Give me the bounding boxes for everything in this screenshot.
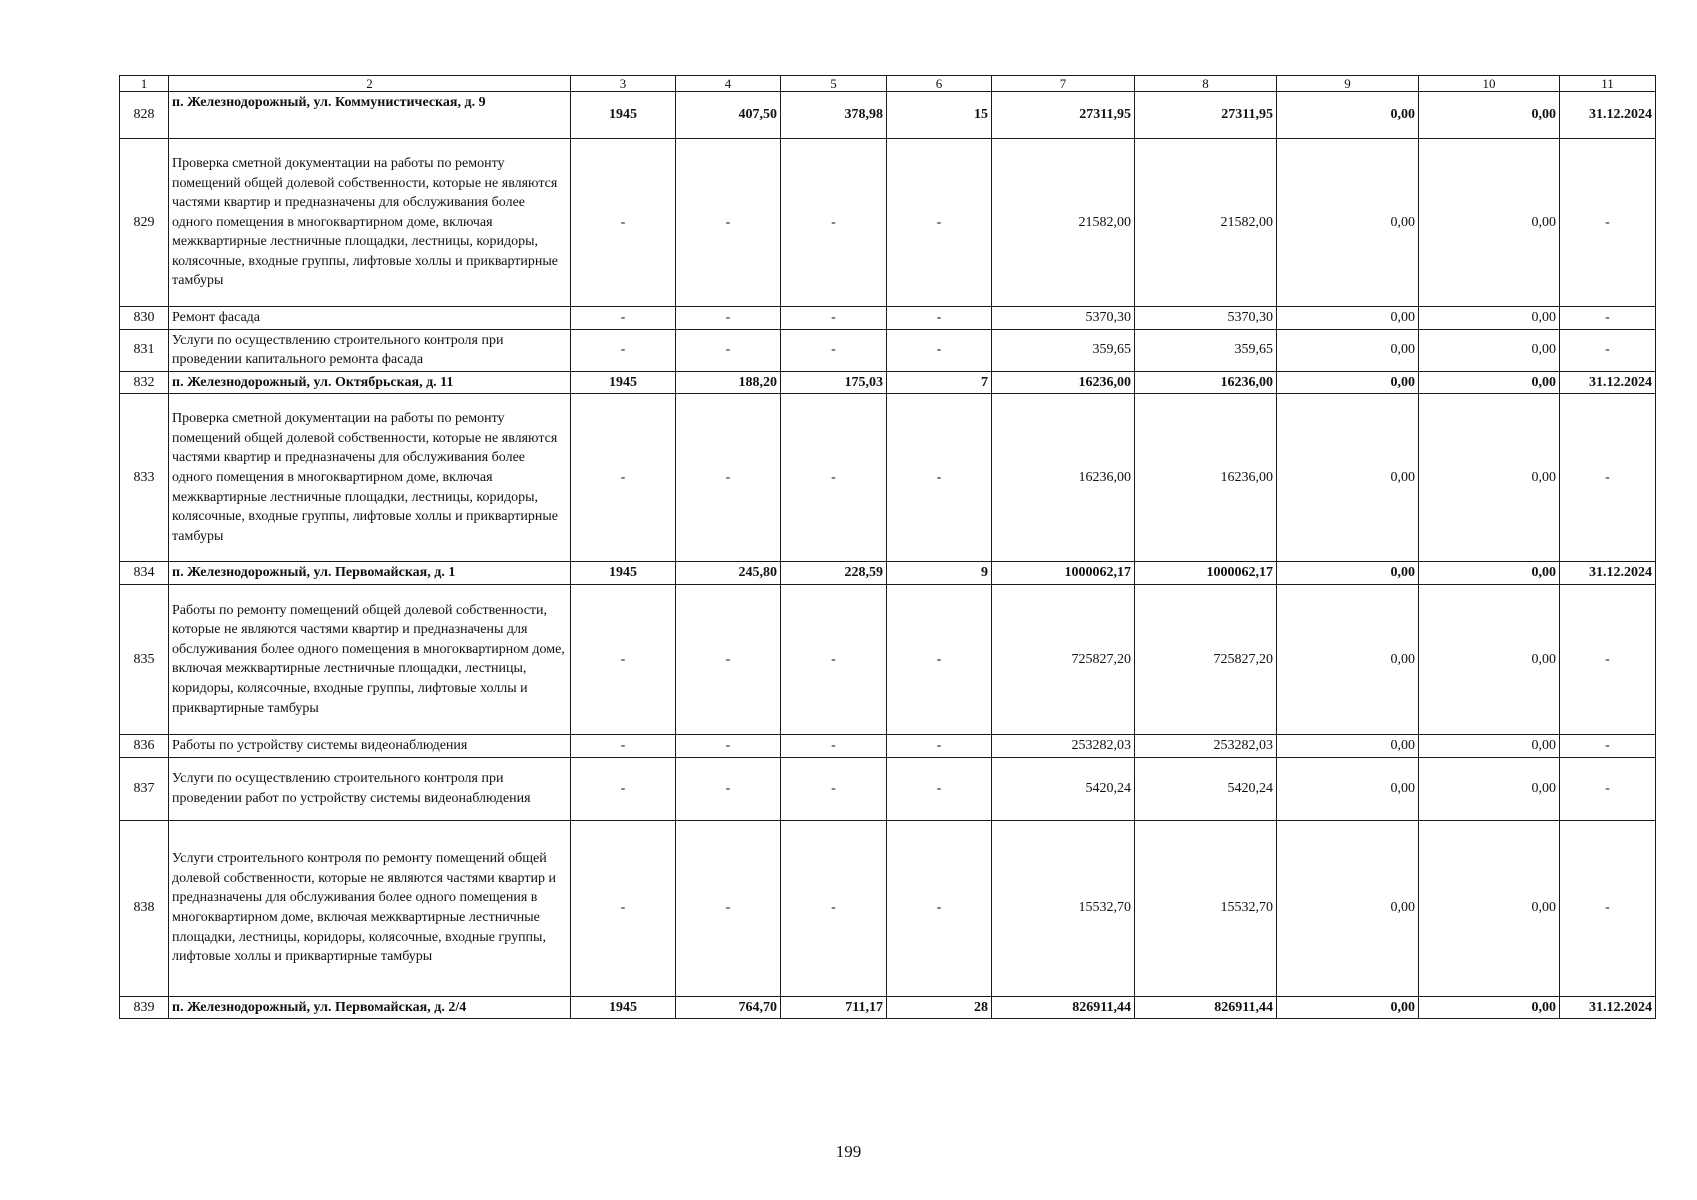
cell-col-4: -	[676, 734, 781, 757]
cell-col-10: 0,00	[1419, 996, 1560, 1019]
cell-col-6: 28	[887, 996, 992, 1019]
cell-col-8: 27311,95	[1135, 92, 1277, 139]
cell-col-3: -	[571, 329, 676, 371]
cell-col-3: -	[571, 307, 676, 330]
row-number: 832	[120, 371, 169, 394]
cell-col-3: 1945	[571, 371, 676, 394]
cell-col-8: 5370,30	[1135, 307, 1277, 330]
cell-col-9: 0,00	[1277, 329, 1419, 371]
cell-col-5: -	[781, 820, 887, 996]
cell-col-9: 0,00	[1277, 92, 1419, 139]
column-number: 5	[781, 76, 887, 92]
row-description: Услуги по осуществлению строительного контроля при проведении капитального ремонта фасада	[169, 329, 571, 371]
cell-col-9: 0,00	[1277, 371, 1419, 394]
cell-col-8: 16236,00	[1135, 394, 1277, 562]
cell-col-6: -	[887, 820, 992, 996]
table-row	[120, 757, 1656, 820]
table-row	[120, 584, 1656, 734]
row-description: Услуги по осуществлению строительного контроля при проведении работ по устройству системы видеонаблюдения	[169, 757, 571, 820]
table-row	[120, 562, 1656, 585]
column-number: 7	[992, 76, 1135, 92]
cell-col-7: 21582,00	[992, 139, 1135, 307]
cell-col-6: -	[887, 757, 992, 820]
cell-col-8: 826911,44	[1135, 996, 1277, 1019]
table-row	[120, 307, 1656, 330]
table-row	[120, 371, 1656, 394]
row-description: п. Железнодорожный, ул. Первомайская, д. 1	[169, 562, 571, 585]
cell-col-4: -	[676, 820, 781, 996]
cell-col-8: 725827,20	[1135, 584, 1277, 734]
table-row	[120, 996, 1656, 1019]
cell-col-5: -	[781, 757, 887, 820]
cell-col-8: 21582,00	[1135, 139, 1277, 307]
cell-col-10: 0,00	[1419, 371, 1560, 394]
row-number: 829	[120, 139, 169, 307]
cell-col-11: -	[1560, 584, 1656, 734]
cell-col-9: 0,00	[1277, 584, 1419, 734]
cell-col-6: 7	[887, 371, 992, 394]
column-number: 2	[169, 76, 571, 92]
column-number: 11	[1560, 76, 1656, 92]
cell-col-5: 378,98	[781, 92, 887, 139]
cell-col-3: 1945	[571, 996, 676, 1019]
row-number: 834	[120, 562, 169, 585]
cell-col-9: 0,00	[1277, 820, 1419, 996]
column-number: 4	[676, 76, 781, 92]
cell-col-4: -	[676, 394, 781, 562]
cell-col-10: 0,00	[1419, 92, 1560, 139]
row-number: 830	[120, 307, 169, 330]
cell-col-3: 1945	[571, 92, 676, 139]
cell-col-8: 253282,03	[1135, 734, 1277, 757]
row-description: Проверка сметной документации на работы по ремонту помещений общей долевой собственности, которые не являются частями квартир и предназначены для обслуживания более одного помещения в многоквартирном доме, включая межквартирные лестничные площадки, лестницы, коридоры, колясочные, входные группы, лифтовые холлы и приквартирные тамбуры	[169, 139, 571, 307]
cell-col-10: 0,00	[1419, 820, 1560, 996]
cell-col-3: -	[571, 584, 676, 734]
cell-col-9: 0,00	[1277, 996, 1419, 1019]
cell-col-9: 0,00	[1277, 757, 1419, 820]
row-number: 831	[120, 329, 169, 371]
cell-col-3: -	[571, 139, 676, 307]
cell-col-10: 0,00	[1419, 757, 1560, 820]
cell-col-5: -	[781, 734, 887, 757]
cell-col-5: -	[781, 329, 887, 371]
cell-col-7: 826911,44	[992, 996, 1135, 1019]
cell-col-10: 0,00	[1419, 562, 1560, 585]
cell-col-11: 31.12.2024	[1560, 562, 1656, 585]
column-number: 3	[571, 76, 676, 92]
cell-col-10: 0,00	[1419, 734, 1560, 757]
cell-col-4: -	[676, 329, 781, 371]
cell-col-5: -	[781, 394, 887, 562]
row-number: 836	[120, 734, 169, 757]
cell-col-4: -	[676, 307, 781, 330]
cell-col-11: -	[1560, 820, 1656, 996]
cell-col-8: 16236,00	[1135, 371, 1277, 394]
row-number: 839	[120, 996, 169, 1019]
cell-col-6: 9	[887, 562, 992, 585]
cell-col-3: -	[571, 820, 676, 996]
cell-col-11: -	[1560, 734, 1656, 757]
cell-col-10: 0,00	[1419, 307, 1560, 330]
cell-col-6: -	[887, 139, 992, 307]
cell-col-9: 0,00	[1277, 139, 1419, 307]
cell-col-8: 15532,70	[1135, 820, 1277, 996]
cell-col-4: -	[676, 584, 781, 734]
cell-col-3: -	[571, 757, 676, 820]
row-description: п. Железнодорожный, ул. Коммунистическая, д. 9	[169, 92, 571, 139]
table-row	[120, 734, 1656, 757]
column-number: 1	[120, 76, 169, 92]
row-description: п. Железнодорожный, ул. Октябрьская, д. 11	[169, 371, 571, 394]
row-number: 833	[120, 394, 169, 562]
cell-col-5: 175,03	[781, 371, 887, 394]
row-description: Услуги строительного контроля по ремонту помещений общей долевой собственности, которые не являются частями квартир и предназначены для обслуживания более одного помещения в многоквартирном доме, включая межквартирные лестничные площадки, лестницы, коридоры, колясочные, входные группы, лифтовые холлы и приквартирные тамбуры	[169, 820, 571, 996]
cell-col-5: -	[781, 584, 887, 734]
cell-col-6: -	[887, 734, 992, 757]
column-number-row	[120, 76, 1656, 92]
cell-col-4: -	[676, 139, 781, 307]
row-number: 837	[120, 757, 169, 820]
cell-col-5: 228,59	[781, 562, 887, 585]
cell-col-3: -	[571, 394, 676, 562]
cell-col-9: 0,00	[1277, 394, 1419, 562]
table-row	[120, 820, 1656, 996]
register-table	[119, 75, 1656, 1019]
cell-col-7: 253282,03	[992, 734, 1135, 757]
cell-col-10: 0,00	[1419, 584, 1560, 734]
row-number: 838	[120, 820, 169, 996]
cell-col-10: 0,00	[1419, 394, 1560, 562]
cell-col-4: -	[676, 757, 781, 820]
cell-col-11: -	[1560, 394, 1656, 562]
cell-col-11: -	[1560, 757, 1656, 820]
row-description: п. Железнодорожный, ул. Первомайская, д. 2/4	[169, 996, 571, 1019]
cell-col-6: 15	[887, 92, 992, 139]
cell-col-8: 359,65	[1135, 329, 1277, 371]
page-number: 199	[835, 1142, 862, 1161]
cell-col-7: 16236,00	[992, 394, 1135, 562]
table-row	[120, 329, 1656, 371]
cell-col-8: 5420,24	[1135, 757, 1277, 820]
column-number: 10	[1419, 76, 1560, 92]
cell-col-11: 31.12.2024	[1560, 996, 1656, 1019]
cell-col-7: 5370,30	[992, 307, 1135, 330]
cell-col-5: 711,17	[781, 996, 887, 1019]
cell-col-7: 16236,00	[992, 371, 1135, 394]
cell-col-7: 725827,20	[992, 584, 1135, 734]
cell-col-4: 188,20	[676, 371, 781, 394]
cell-col-6: -	[887, 307, 992, 330]
cell-col-7: 5420,24	[992, 757, 1135, 820]
cell-col-6: -	[887, 394, 992, 562]
cell-col-11: 31.12.2024	[1560, 371, 1656, 394]
row-description: Работы по устройству системы видеонаблюдения	[169, 734, 571, 757]
cell-col-7: 27311,95	[992, 92, 1135, 139]
column-number: 8	[1135, 76, 1277, 92]
cell-col-11: -	[1560, 139, 1656, 307]
cell-col-3: -	[571, 734, 676, 757]
cell-col-11: -	[1560, 307, 1656, 330]
cell-col-5: -	[781, 307, 887, 330]
table-row	[120, 92, 1656, 139]
row-description: Ремонт фасада	[169, 307, 571, 330]
cell-col-7: 1000062,17	[992, 562, 1135, 585]
table-row	[120, 394, 1656, 562]
cell-col-7: 15532,70	[992, 820, 1135, 996]
cell-col-10: 0,00	[1419, 139, 1560, 307]
table-row	[120, 139, 1656, 307]
cell-col-6: -	[887, 329, 992, 371]
register-sheet	[119, 75, 1655, 1019]
cell-col-4: 245,80	[676, 562, 781, 585]
cell-col-9: 0,00	[1277, 307, 1419, 330]
cell-col-4: 764,70	[676, 996, 781, 1019]
cell-col-4: 407,50	[676, 92, 781, 139]
column-number: 9	[1277, 76, 1419, 92]
row-number: 835	[120, 584, 169, 734]
cell-col-8: 1000062,17	[1135, 562, 1277, 585]
cell-col-7: 359,65	[992, 329, 1135, 371]
cell-col-5: -	[781, 139, 887, 307]
cell-col-9: 0,00	[1277, 734, 1419, 757]
table-body	[120, 76, 1656, 1019]
cell-col-10: 0,00	[1419, 329, 1560, 371]
cell-col-3: 1945	[571, 562, 676, 585]
column-number: 6	[887, 76, 992, 92]
row-description: Проверка сметной документации на работы по ремонту помещений общей долевой собственности, которые не являются частями квартир и предназначены для обслуживания более одного помещения в многоквартирном доме, включая межквартирные лестничные площадки, лестницы, коридоры, колясочные, входные группы, лифтовые холлы и приквартирные тамбуры	[169, 394, 571, 562]
row-description: Работы по ремонту помещений общей долевой собственности, которые не являются частями квартир и предназначены для обслуживания более одного помещения в многоквартирном доме, включая межквартирные лестничные площадки, лестницы, коридоры, колясочные, входные группы, лифтовые холлы и приквартирные тамбуры	[169, 584, 571, 734]
row-number: 828	[120, 92, 169, 139]
cell-col-11: 31.12.2024	[1560, 92, 1656, 139]
cell-col-6: -	[887, 584, 992, 734]
cell-col-9: 0,00	[1277, 562, 1419, 585]
cell-col-11: -	[1560, 329, 1656, 371]
